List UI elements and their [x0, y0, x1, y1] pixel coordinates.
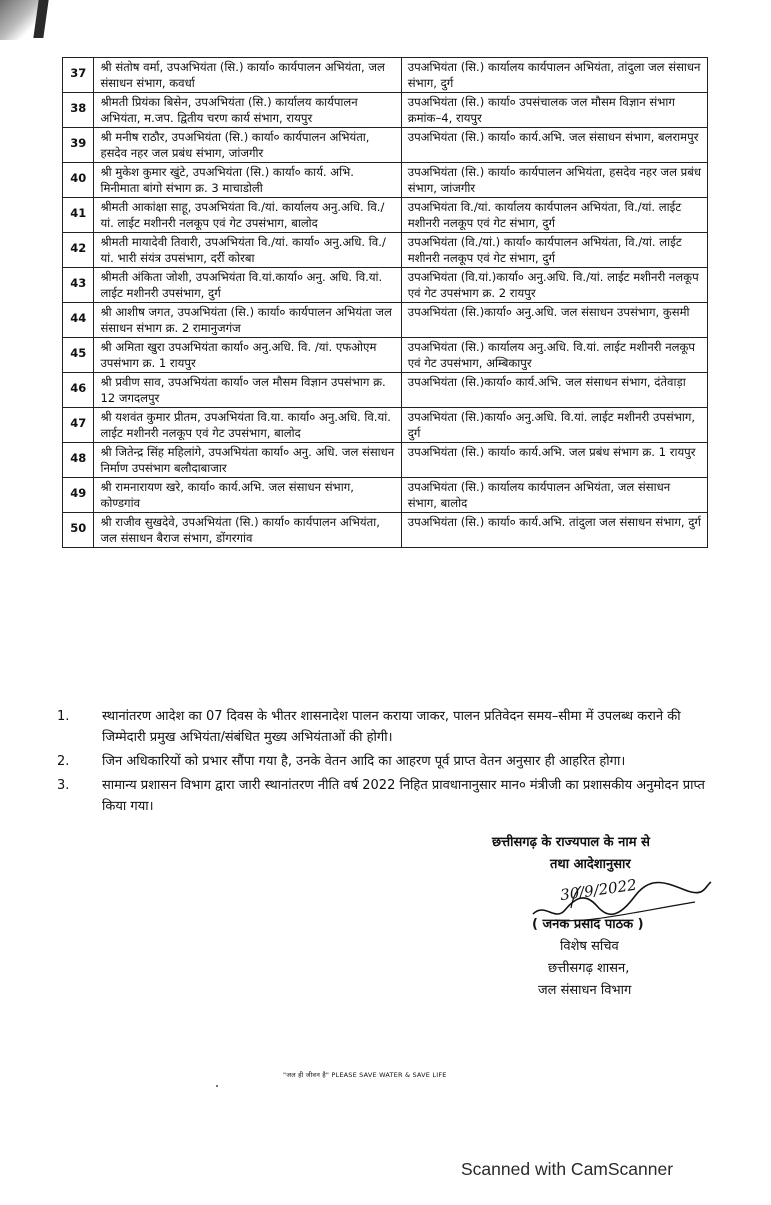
to-posting-cell: उपअभियंता (सि.) कार्या० कार्य.अभि. जल संसाधन संभाग, बलरामपुर — [401, 128, 707, 163]
from-posting-cell: श्री जितेन्द्र सिंह महिलांगे, उपअभियंता कार्या० अनु. अधि. जल संसाधन निर्माण उपसंभाग बलौदाबाजार — [94, 443, 401, 478]
to-posting-cell: उपअभियंता (सि.) कार्यालय अनु.अधि. वि.यां. लाईट मशीनरी नलकूप एवं गेट उपसंभाग, अम्बिकापुर — [401, 338, 707, 373]
note-item — [55, 706, 715, 748]
from-posting-cell: श्रीमती प्रियंका बिसेन, उपअभियंता (सि.) कार्यालय कार्यपालन अभियंता, म.जप. द्वितीय चरण कार्य संभाग, रायपुर — [94, 93, 401, 128]
serial-number-cell: 43 — [63, 268, 94, 303]
to-posting-cell: उपअभियंता (वि./यां.) कार्या० कार्यपालन अभियंता, वि./यां. लाईट मशीनरी नलकूप एवं गेट संभाग, दुर्ग — [401, 233, 707, 268]
note-text: स्थानांतरण आदेश का 07 दिवस के भीतर शासनादेश पालन कराया जाकर, पालन प्रतिवेदन समय–सीमा में उपलब्ध कराने की जिम्मेदारी प्रमुख अभियंता/संबंधित मुख्य अभियंताओं की होगी। — [102, 709, 681, 745]
from-posting-cell: श्री मनीष राठौर, उपअभियंता (सि.) कार्या० कार्यपालन अभियंता, हसदेव नहर जल प्रबंध संभाग, जांजगीर — [94, 128, 401, 163]
to-posting-cell: उपअभियंता (सि.)कार्या० अनु.अधि. जल संसाधन उपसंभाग, कुसमी — [401, 303, 707, 338]
serial-number-cell: 50 — [63, 513, 94, 548]
footer-slogan: "जल ही जीवन है" PLEASE SAVE WATER & SAVE LIFE — [283, 1071, 447, 1079]
to-posting-cell: उपअभियंता (सि.) कार्या० कार्य.अभि. तांदुला जल संसाधन संभाग, दुर्ग — [401, 513, 707, 548]
to-posting-cell: उपअभियंता (सि.)कार्या० अनु.अधि. वि.यां. लाईट मशीनरी उपसंभाग, दुर्ग — [401, 408, 707, 443]
table-row — [63, 373, 708, 408]
table-row — [63, 128, 708, 163]
to-posting-cell: उपअभियंता (सि.) कार्या० कार्य.अभि. जल प्रबंध संभाग क्र. 1 रायपुर — [401, 443, 707, 478]
scanner-watermark: Scanned with CamScanner — [461, 1159, 674, 1179]
table-row — [63, 443, 708, 478]
table-row — [63, 268, 708, 303]
from-posting-cell: श्री राजीव सुखदेवे, उपअभियंता (सि.) कार्या० कार्यपालन अभियंता, जल संसाधन बैराज संभाग, डोंगरगांव — [94, 513, 401, 548]
to-posting-cell: उपअभियंता (वि.यां.)कार्या० अनु.अधि. वि./यां. लाईट मशीनरी नलकूप एवं गेट उपसंभाग क्र. 2 रायपुर — [401, 268, 707, 303]
note-number: 1. — [57, 709, 70, 724]
signatory-designation: विशेष सचिव — [560, 939, 619, 954]
table-row — [63, 303, 708, 338]
serial-number-cell: 44 — [63, 303, 94, 338]
serial-number-cell: 37 — [63, 58, 94, 93]
from-posting-cell: श्री मुकेश कुमार खुंटे, उपअभियंता (सि.) कार्या० कार्य. अभि. मिनीमाता बांगो संभाग क्र. 3 माचाडोली — [94, 163, 401, 198]
from-posting-cell: श्री यशवंत कुमार प्रीतम, उपअभियंता वि.या. कार्या० अनु.अधि. वि.यां. लाईट मशीनरी नलकूप एवं गेट उपसंभाग, बालोद — [94, 408, 401, 443]
signature-date: 30/9/2022 — [559, 875, 638, 905]
from-posting-cell: श्रीमती आकांक्षा साहू, उपअभियंता वि./यां. कार्यालय अनु.अधि. वि./यां. लाईट मशीनरी नलकूप एवं गेट उपसंभाग, बालोद — [94, 198, 401, 233]
to-posting-cell: उपअभियंता (सि.) कार्या० उपसंचालक जल मौसम विज्ञान संभाग क्रमांक–4, रायपुर — [401, 93, 707, 128]
from-posting-cell: श्री आशीष जगत, उपअभियंता (सि.) कार्या० कार्यपालन अभियंता जल संसाधन संभाग क्र. 2 रामानुजगंज — [94, 303, 401, 338]
from-posting-cell: श्री प्रवीण साव, उपअभियंता कार्या० जल मौसम विज्ञान उपसंभाग क्र. 12 जगदलपुर — [94, 373, 401, 408]
serial-number-cell: 41 — [63, 198, 94, 233]
table-row — [63, 338, 708, 373]
table-row — [63, 408, 708, 443]
transfer-table — [62, 57, 708, 548]
signatory-government: छत्तीसगढ़ शासन, — [548, 961, 630, 976]
serial-number-cell: 48 — [63, 443, 94, 478]
to-posting-cell: उपअभियंता (सि.) कार्या० कार्यपालन अभियंता, हसदेव नहर जल प्रबंध संभाग, जांजगीर — [401, 163, 707, 198]
table-row — [63, 478, 708, 513]
note-item — [55, 775, 715, 817]
as-ordered-line: तथा आदेशानुसार — [550, 857, 631, 872]
table-row — [63, 513, 708, 548]
from-posting-cell: श्री अमिता खुरा उपअभियंता कार्या० अनु.अधि. वि. /यां. एफओएम उपसंभाग क्र. 1 रायपुर — [94, 338, 401, 373]
signatory-name: ( जनक प्रसाद पाठक ) — [532, 917, 644, 932]
note-text: जिन अधिकारियों को प्रभार सौंपा गया है, उनके वेतन आदि का आहरण पूर्व प्राप्त वेतन अनुसार ही आहरित होगा। — [102, 754, 626, 769]
to-posting-cell: उपअभियंता (सि.)कार्या० कार्य.अभि. जल संसाधन संभाग, दंतेवाड़ा — [401, 373, 707, 408]
table-row — [63, 93, 708, 128]
transfer-table-body — [63, 58, 708, 548]
from-posting-cell: श्रीमती मायादेवी तिवारी, उपअभियंता वि./यां. कार्या० अनु.अधि. वि./ यां. भारी संयंत्र उपसंभाग, दर्री कोरबा — [94, 233, 401, 268]
note-number: 3. — [57, 778, 70, 793]
serial-number-cell: 38 — [63, 93, 94, 128]
serial-number-cell: 42 — [63, 233, 94, 268]
table-row — [63, 163, 708, 198]
note-number: 2. — [57, 754, 70, 769]
note-item — [55, 751, 715, 772]
signatory-department: जल संसाधन विभाग — [538, 983, 632, 998]
serial-number-cell: 45 — [63, 338, 94, 373]
note-text: सामान्य प्रशासन विभाग द्वारा जारी स्थानांतरण नीति वर्ष 2022 निहित प्रावधानानुसार मान० मंत्रीजी का प्रशासकीय अनुमोदन प्राप्त किया गया। — [102, 778, 705, 814]
table-row — [63, 198, 708, 233]
serial-number-cell: 39 — [63, 128, 94, 163]
serial-number-cell: 46 — [63, 373, 94, 408]
to-posting-cell: उपअभियंता वि./यां. कार्यालय कार्यपालन अभियंता, वि./यां. लाईट मशीनरी नलकूप एवं गेट संभाग, दुर्ग — [401, 198, 707, 233]
from-posting-cell: श्रीमती अंकिता जोशी, उपअभियंता वि.यां.कार्या० अनु. अधि. वि.यां. लाईट मशीनरी उपसंभाग, दुर्ग — [94, 268, 401, 303]
serial-number-cell: 49 — [63, 478, 94, 513]
from-posting-cell: श्री संतोष वर्मा, उपअभियंता (सि.) कार्या० कार्यपालन अभियंता, जल संसाधन संभाग, कवर्धा — [94, 58, 401, 93]
table-row — [63, 233, 708, 268]
table-row — [63, 58, 708, 93]
serial-number-cell: 40 — [63, 163, 94, 198]
to-posting-cell: उपअभियंता (सि.) कार्यालय कार्यपालन अभियंता, जल संसाधन संभाग, बालोद — [401, 478, 707, 513]
serial-number-cell: 47 — [63, 408, 94, 443]
order-notes — [55, 706, 715, 820]
from-posting-cell: श्री रामनारायण खरे, कार्या० कार्य.अभि. जल संसाधन संभाग, कोण्डगांव — [94, 478, 401, 513]
scan-speck — [216, 1085, 218, 1087]
to-posting-cell: उपअभियंता (सि.) कार्यालय कार्यपालन अभियंता, तांदुला जल संसाधन संभाग, दुर्ग — [401, 58, 707, 93]
on-behalf-line: छत्तीसगढ़ के राज्यपाल के नाम से — [492, 835, 650, 850]
